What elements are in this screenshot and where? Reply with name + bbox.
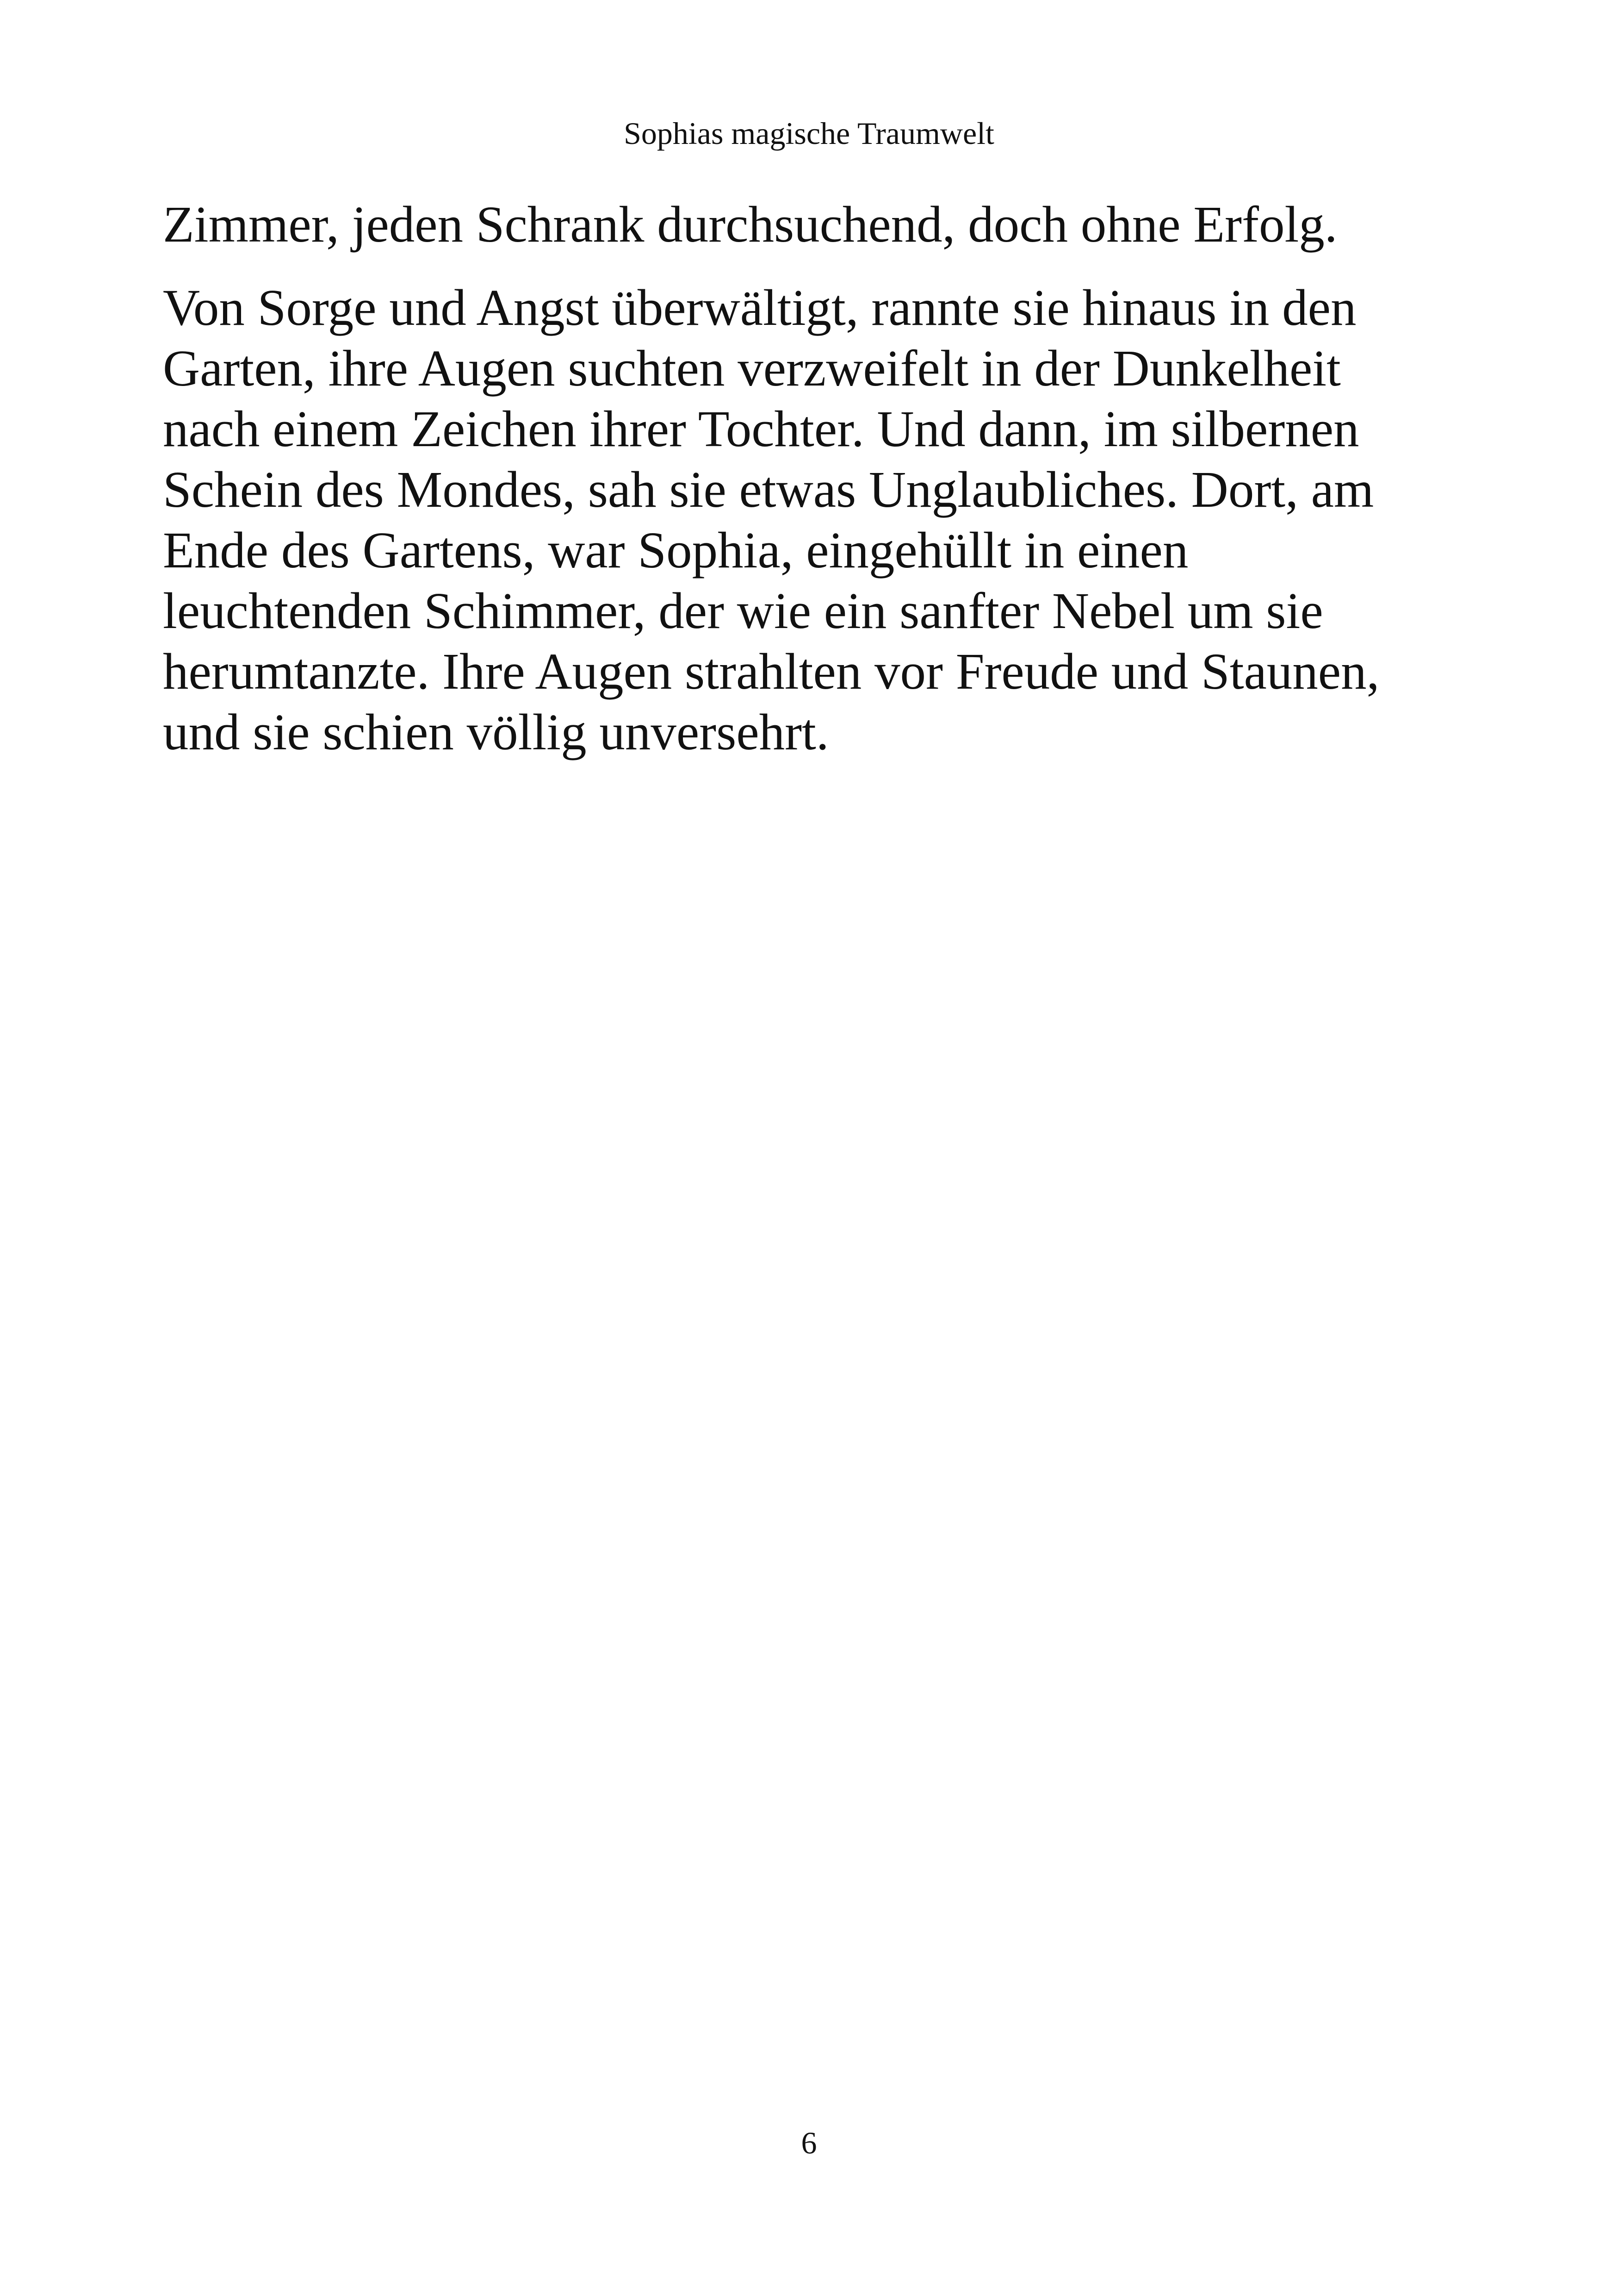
body-text xyxy=(163,194,1486,763)
page-number: 6 xyxy=(801,2125,817,2160)
text-line: leuchtenden Schimmer, der wie ein sanfter Nebel um sie xyxy=(163,583,1323,640)
paragraph xyxy=(163,194,1486,255)
text-line: herumtanzte. Ihre Augen strahlten vor Freude und Staunen, xyxy=(163,643,1380,700)
text-line: Ende des Gartens, war Sophia, eingehüllt in einen xyxy=(163,522,1189,579)
text-line: Schein des Mondes, sah sie etwas Unglaubliches. Dort, am xyxy=(163,461,1374,518)
paragraph xyxy=(163,278,1486,763)
running-header: Sophias magische Traumwelt xyxy=(624,116,994,151)
text-line: und sie schien völlig unversehrt. xyxy=(163,704,829,761)
text-line: Garten, ihre Augen suchten verzweifelt in der Dunkelheit xyxy=(163,340,1341,397)
text-line: nach einem Zeichen ihrer Tochter. Und dann, im silbernen xyxy=(163,401,1359,458)
text-line: Zimmer, jeden Schrank durchsuchend, doch ohne Erfolg. xyxy=(163,196,1338,253)
text-line: Von Sorge und Angst überwältigt, rannte sie hinaus in den xyxy=(163,280,1357,336)
